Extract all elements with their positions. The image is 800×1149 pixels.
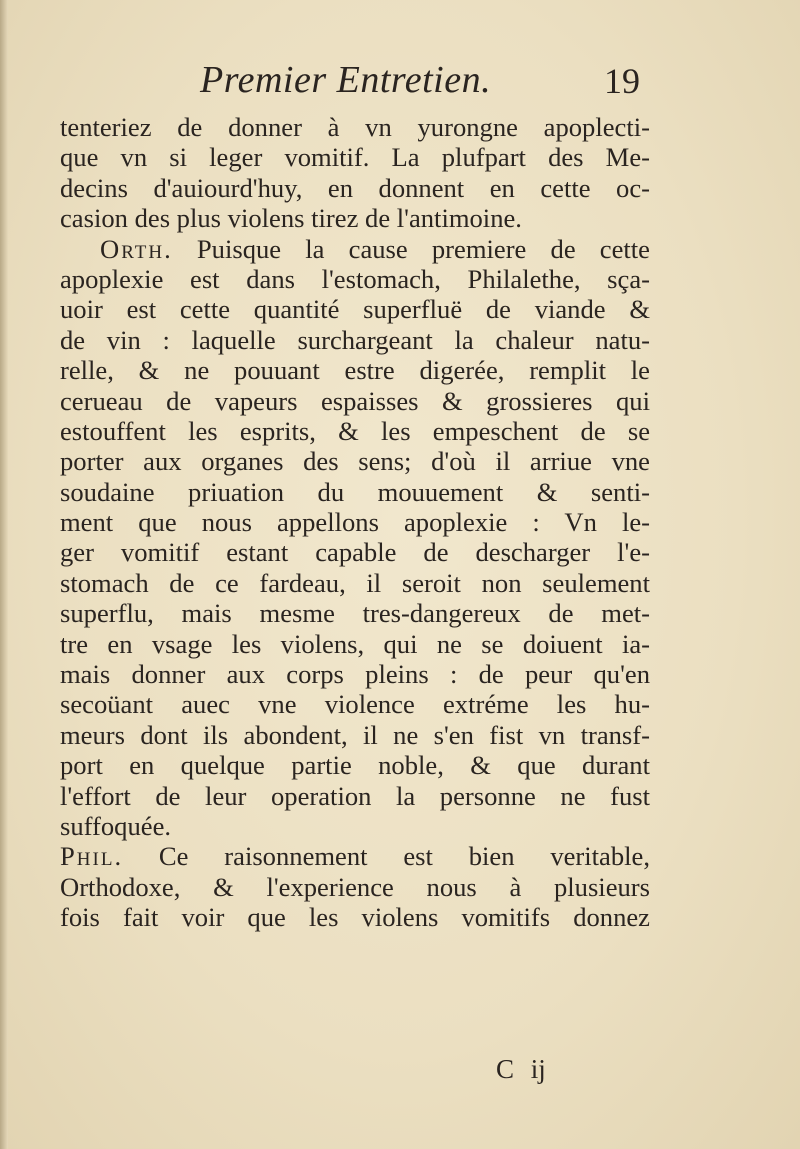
page-gutter-edge: [0, 0, 8, 1149]
text-line: tenteriez de donner à vn yurongne apoplecti-: [60, 112, 650, 142]
text-line: stomach de ce fardeau, il seroit non seulement: [60, 567, 650, 598]
text-line: que vn si leger vomitif. La plufpart des Me-: [60, 142, 650, 173]
speaker-phil: Phil.: [60, 841, 124, 872]
text-line: ger vomitif estant capable de descharger l'e-: [60, 537, 650, 568]
catchword-signature: C ij: [496, 1054, 546, 1084]
text-line: ment que nous appellons apoplexie : Vn le-: [60, 507, 650, 538]
text-line: de vin : laquelle surchargeant la chaleur natu-: [60, 324, 650, 355]
speaker-orth: Orth.: [100, 233, 173, 264]
page-number: 19: [604, 61, 640, 101]
text-line: Puisque la cause premiere de cette: [196, 233, 650, 264]
text-line: superflu, mais mesme tres-dangereux de met-: [60, 598, 650, 629]
running-head: [200, 58, 640, 108]
text-line-phil: [60, 841, 650, 871]
text-line: porter aux organes des sens; d'où il arriue vne: [60, 446, 650, 477]
text-line: meurs dont ils abondent, il ne s'en fist vn transf-: [60, 719, 650, 750]
text-line: cerueau de vapeurs espaisses & grossieres qui: [60, 385, 650, 416]
running-head-title: Premier Entretien.: [200, 59, 492, 101]
text-line: secoüant auec vne violence extréme les hu-: [60, 689, 650, 720]
text-line: decins d'auiourd'huy, en donnent en cette oc-: [60, 172, 650, 203]
text-line-orth: [60, 234, 650, 264]
text-line: casion des plus violens tirez de l'antimoine.: [60, 203, 522, 234]
body-text: [60, 112, 650, 933]
text-line: fois fait voir que les violens vomitifs donnez: [60, 902, 650, 933]
text-line: tre en vsage les violens, qui ne se doiuent ia-: [60, 628, 650, 659]
text-line: uoir est cette quantité superfluë de viande &: [60, 294, 650, 325]
text-line: port en quelque partie noble, & que durant: [60, 750, 650, 781]
text-line: Ce raisonnement est bien veritable,: [158, 841, 650, 872]
text-line: apoplexie est dans l'estomach, Philalethe, sça-: [60, 263, 650, 294]
text-line: Orthodoxe, & l'experience nous à plusieurs: [60, 871, 650, 902]
text-line: suffoquée.: [60, 810, 172, 841]
text-line: relle, & ne pouuant estre digerée, remplit le: [60, 355, 650, 386]
text-line: estouffent les esprits, & les empeschent de se: [60, 415, 650, 446]
text-line: soudaine priuation du mouuement & senti-: [60, 476, 650, 507]
text-line: mais donner aux corps pleins : de peur qu'en: [60, 659, 650, 690]
text-line: l'effort de leur operation la personne ne fust: [60, 780, 650, 811]
